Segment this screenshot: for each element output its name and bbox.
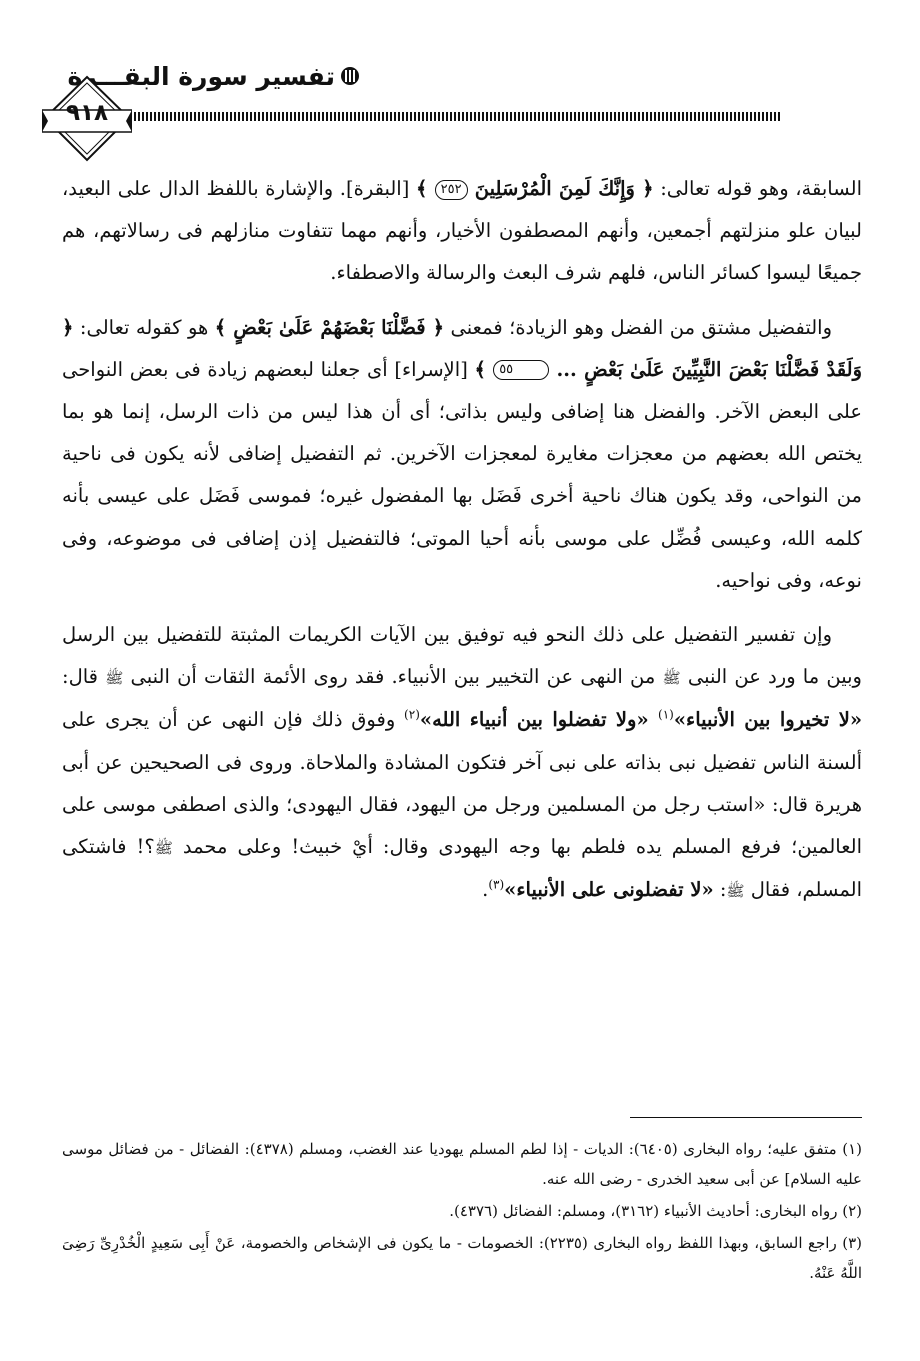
text-run: وفوق ذلك فإن النهى عن أن يجرى على ألسنة الناس تفضيل نبى بذاته على نبى آخر فتكون المشادة والملاحاة. وروى فى الصحيحين عن أبى هريرة قال: «استب رجل من المسلمين ورجل من اليهود، فقال اليهودى؛ والذى اصطفى موسى على العالمين؛ فرفع المسلم يده فلطم بها وجه اليهودى وقال: أيْ خبيث! وعلى محمد xyxy=(62,708,862,859)
text-run: [الإسراء] أى جعلنا لبعضهم زيادة فى بعض النواحى على البعض الآخر. والفضل هنا إضافى وليس بذاتى؛ أى أن هذا ليس من ذات الرسل، إنما هو بما يختص الله بعضهم من معجزات مغايرة لمعجزات الآخرين. ثم التفضيل إضافى لأنه يكون فى ناحية من النواحى، وقد يكون هناك ناحية أخرى فَضَل بها المفضول غيره؛ فموسى فَضَل على عيسى بأنه كلمه الله، وعيسى فُضِّل على موسى بأنه أحيا الموتى؛ فالتفضيل إذن إضافى فى موضوعه، وفى نوعه، وفى نواحيه. xyxy=(62,357,862,592)
footnote-1: (١) متفق عليه؛ رواه البخارى (٦٤٠٥): الديات - إذا لطم المسلم يهوديا عند الغضب، ومسلم (٤٣٧٨): الفضائل - من فضائل موسى عليه السلام] عن أبى سعيد الخدرى - رضى الله عنه. xyxy=(62,1140,862,1188)
hadith-quote: «ولا تفضلوا بين أنبياء الله» xyxy=(419,708,659,732)
running-title: تفسير سورة البقـــرة xyxy=(67,62,335,91)
text-run: وإن تفسير التفضيل على ذلك النحو فيه توفيق بين الآيات الكريمات المثبتة للتفضيل بين الرسل وبين ما ورد عن النبى xyxy=(62,623,862,689)
text-run: هو كقوله تعالى: xyxy=(73,315,215,339)
honorific-glyph: ﷺ xyxy=(105,669,124,688)
quran-verse: ﴿ فَضَّلْنَا بَعْضَهُمْ عَلَىٰ بَعْضٍ ﴾ xyxy=(214,315,445,339)
footnote-3: (٣) راجع السابق، وبهذا اللفظ رواه البخارى (٢٢٣٥): الخصومات - ما يكون فى الإشخاص والخصومة، عَنْ أَبِى سَعِيدٍ الْخُدْرِىِّ رَضِىَ اللَّهُ عَنْهُ. xyxy=(62,1234,862,1282)
quran-verse: ﴿ وَلَقَدْ فَضَّلْنَا بَعْضَ النَّبِيِّينَ عَلَىٰ بَعْضٍ ... xyxy=(62,315,862,381)
paragraph-1 xyxy=(62,168,862,295)
paragraph-3 xyxy=(62,614,862,912)
text-run: قال: xyxy=(62,665,106,689)
text-run: [البقرة]. والإشارة باللفظ الدال على البعيد، لبيان علو منزلتهم أجمعين، وأنهم المصطفون الأخيار، وأنهم مهما تتفاوت منازلهم فى رسالاتهم، هم جميعًا ليسوا كسائر الناس، فلهم شرف البعث والرسالة والاصطفاء. xyxy=(62,177,862,285)
text-run: ؟! فاشتكى المسلم، فقال xyxy=(62,835,862,902)
main-text xyxy=(62,168,862,924)
footnote-separator xyxy=(630,1117,862,1118)
ornament-icon xyxy=(340,66,360,86)
text-run: من النهى عن التخيير بين الأنبياء. فقد روى الأئمة الثقات أن النبى xyxy=(123,665,663,689)
text-run: السابقة، وهو قوله تعالى: xyxy=(653,177,862,200)
text-run: . xyxy=(482,878,489,902)
hadith-quote: «لا تفضلونى على الأنبياء» xyxy=(504,878,714,902)
hadith-quote: «لا تخيروا بين الأنبياء» xyxy=(673,708,863,732)
footnote-ref-2[interactable]: (٢) xyxy=(404,707,420,722)
footnote-ref-1[interactable]: (١) xyxy=(658,707,674,722)
honorific-glyph: ﷺ xyxy=(662,669,681,688)
ayah-number: ٢٥٢ xyxy=(435,180,468,200)
footnote-2: (٢) رواه البخارى: أحاديث الأنبياء (٣١٦٢)، ومسلم: الفضائل (٤٣٧٦). xyxy=(449,1202,862,1220)
honorific-glyph: ﷺ xyxy=(154,839,173,858)
paragraph-2 xyxy=(62,307,862,602)
quran-verse-end: ﴾ xyxy=(415,177,435,200)
footnote-ref-3[interactable]: (٣) xyxy=(488,877,505,892)
text-run: : xyxy=(713,878,727,902)
ayah-number: ٥٥ xyxy=(493,360,549,380)
text-run: والتفضيل مشتق من الفضل وهو الزيادة؛ فمعنى xyxy=(444,315,832,339)
header-rule xyxy=(118,112,780,121)
quran-verse-end: ﴾ xyxy=(474,357,494,381)
footnotes xyxy=(62,1134,862,1290)
quran-verse: ﴿ وَإِنَّكَ لَمِنَ الْمُرْسَلِينَ xyxy=(467,177,654,200)
honorific-glyph: ﷺ xyxy=(726,882,745,901)
page-number: ٩١٨ xyxy=(65,100,109,126)
